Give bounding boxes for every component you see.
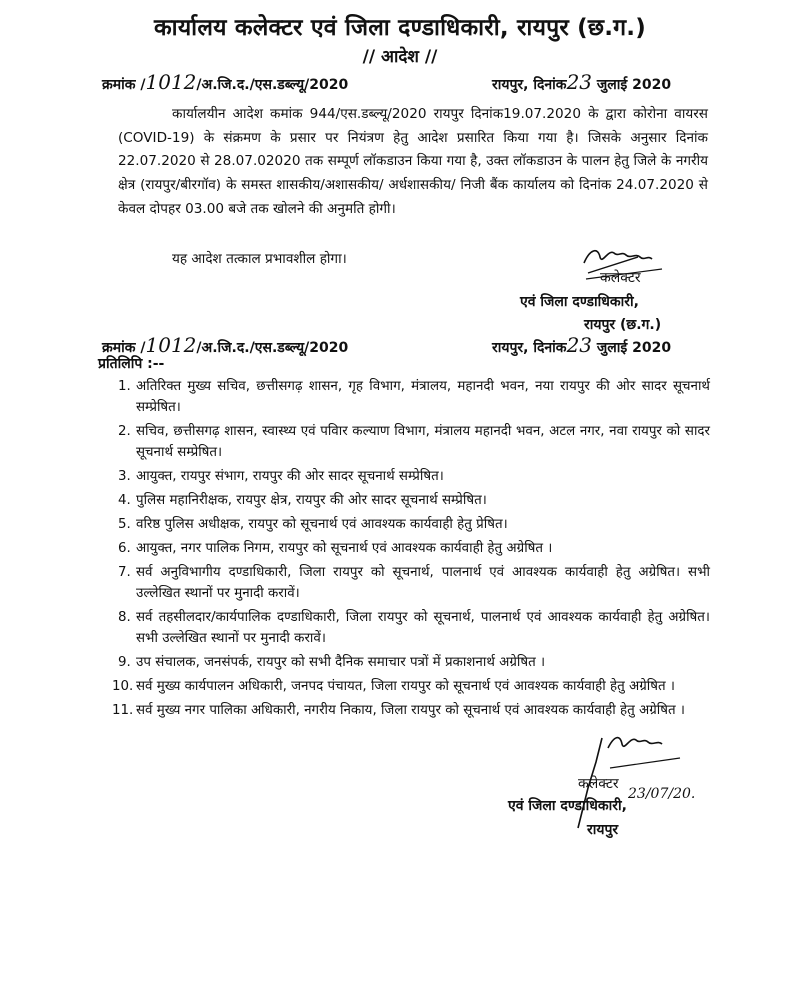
- copy-to-item: 2. सचिव, छत्तीसगढ़ शासन, स्वास्थ्य एवं पविार कल्याण विभाग, मंत्रालय महानदी भवन, अटल नगर, नवा रायपुर को सादर सूचनार्थ सम्प्रेषित।: [118, 424, 710, 460]
- reference-suffix: /अ.जि.द./एस.डब्ल्यू/2020: [196, 77, 349, 93]
- reference-date-1: [492, 70, 671, 94]
- reference-handwritten-number: 1012: [145, 70, 197, 94]
- copy-to-item: 7. सर्व अनुविभागीय दण्डाधिकारी, जिला रायपुर को सूचनार्थ, पालनार्थ एवं आवश्यक कार्यवाही हेतु अग्रेषित। सभी उल्लेखित स्थानों पर मुनादी करावें।: [118, 565, 710, 601]
- copy-to-item: 5. वरिष्ठ पुलिस अधीक्षक, रायपुर को सूचनार्थ एवं आवश्यक कार्यवाही हेतु प्रेषित।: [118, 517, 508, 532]
- order-paragraph: [118, 103, 708, 222]
- copy-to-item: 3. आयुक्त, रायपुर संभाग, रायपुर की ओर सादर सूचनार्थ सम्प्रेषित।: [118, 469, 444, 484]
- reference-prefix: क्रमांक /: [102, 340, 146, 356]
- effective-statement: यह आदेश तत्काल प्रभावशील होगा।: [172, 251, 347, 267]
- copy-to-list: [98, 376, 710, 724]
- copy-to-item: 9. उप संचालक, जनसंपर्क, रायपुर को सभी दैनिक समाचार पत्रों में प्रकाशनार्थ अग्रेषित ।: [118, 655, 546, 670]
- order-label: // आदेश //: [362, 47, 438, 67]
- signatory-location-2: रायपुर: [587, 822, 619, 838]
- signatory-location-1: रायपुर (छ.ग.): [584, 317, 662, 333]
- copy-to-item: 11. सर्व मुख्य नगर पालिका अधिकारी, नगरीय निकाय, जिला रायपुर को सूचनार्थ एवं आवश्यक कार्यवाही हेतु अग्रेषित ।: [112, 703, 685, 718]
- copy-to-item: 8. सर्व तहसीलदार/कार्यपालिक दण्डाधिकारी, जिला रायपुर को सूचनार्थ, पालनार्थ एवं आवश्यक कार्यवाही हेतु अग्रेषित। सभी उल्लेखित स्थानों पर मुनादी करावें।: [118, 610, 710, 646]
- date-handwritten-day: 23: [566, 333, 593, 357]
- signatory-role-2: एवं जिला दण्डाधिकारी,: [508, 798, 627, 814]
- reference-prefix: क्रमांक /: [102, 77, 146, 93]
- reference-suffix: /अ.जि.द./एस.डब्ल्यू/2020: [196, 340, 349, 356]
- copy-to-item: 6. आयुक्त, नगर पालिक निगम, रायपुर को सूचनार्थ एवं आवश्यक कार्यवाही हेतु अग्रेषित ।: [118, 541, 553, 556]
- date-prefix: रायपुर, दिनांक: [492, 77, 567, 93]
- signatory-designation-2: कलेक्टर: [578, 776, 619, 792]
- copy-to-item: 4. पुलिस महानिरीक्षक, रायपुर क्षेत्र, रायपुर की ओर सादर सूचनार्थ सम्प्रेषित।: [118, 493, 487, 508]
- reference-number-1: [102, 70, 348, 94]
- reference-date-2: [492, 333, 671, 357]
- date-month-year: जुलाई 2020: [596, 77, 672, 93]
- date-handwritten-day: 23: [566, 70, 593, 94]
- copy-to-label: प्रतिलिपि :--: [98, 356, 165, 372]
- signature-handwritten-date: 23/07/20.: [628, 786, 696, 802]
- signatory-designation-1: कलेक्टर: [600, 270, 641, 286]
- reference-handwritten-number: 1012: [145, 333, 197, 357]
- signatory-role-1: एवं जिला दण्डाधिकारी,: [520, 294, 639, 310]
- order-paragraph-text: कार्यालयीन आदेश कमांक 944/एस.डब्ल्यू/2020 रायपुर दिनांक19.07.2020 के द्वारा कोरोना वायरस (COVID-19) के संक्रमण के प्रसार पर नियंत्रण हेतु आदेश प्रसारित किया गया है। जिसके अनुसार दिनांक 22.07.2020 से 28.07.02020 तक सम्पूर्ण लॉकडाउन किया गया है, उक्त लॉकडाउन के पालन हेतु जिले के नगरीय क्षेत्र (रायपुर/बीरगॉव) के समस्त शासकीय/अशासकीय/ अर्धशासकीय/ निजी बैंक कार्यालय को दिनांक 24.07.2020 से केवल दोपहर 03.00 बजे तक खोलने की अनुमति होगी।: [118, 106, 708, 217]
- copy-to-item: 10. सर्व मुख्य कार्यपालन अधिकारी, जनपद पंचायत, जिला रायपुर को सूचनार्थ एवं आवश्यक कार्यवाही हेतु अग्रेषित ।: [112, 679, 675, 694]
- date-month-year: जुलाई 2020: [596, 340, 672, 356]
- copy-to-item: 1. अतिरिक्त मुख्य सचिव, छत्तीसगढ़ शासन, गृह विभाग, मंत्रालय, महानदी भवन, नया रायपुर की ओर सादर सूचनार्थ सम्प्रेषित।: [118, 379, 710, 415]
- office-heading: कार्यालय कलेक्टर एवं जिला दण्डाधिकारी, रायपुर (छ.ग.): [154, 15, 646, 41]
- date-prefix: रायपुर, दिनांक: [492, 340, 567, 356]
